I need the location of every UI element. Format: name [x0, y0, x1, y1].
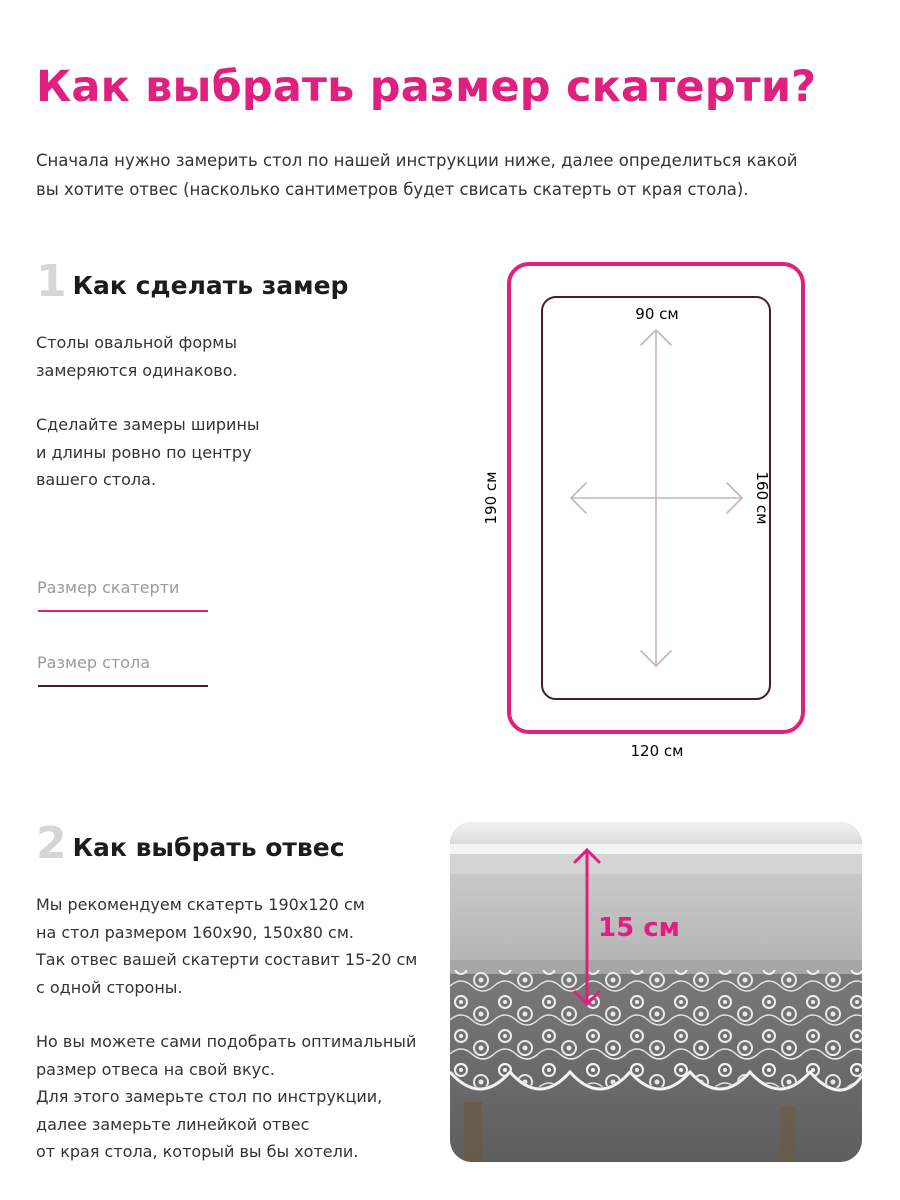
section-2-paragraph	[36, 1028, 416, 1166]
drop-length-label: 15 см	[598, 913, 680, 943]
paragraph-line: на стол размером 160х90, 150х80 см.	[36, 922, 354, 942]
section-2-heading	[36, 818, 345, 869]
paragraph-line: и длины ровно по центру	[36, 442, 252, 462]
cross-arrows	[571, 330, 742, 666]
legend-tablecloth-label: Размер скатерти	[37, 578, 180, 597]
paragraph-line: Сделайте замеры ширины	[36, 415, 260, 434]
section-2-paragraph	[36, 891, 417, 1001]
section-1-heading	[36, 256, 349, 307]
legend-tablecloth-line	[38, 610, 208, 612]
section-2-number: 2	[36, 818, 67, 869]
intro-text	[36, 146, 836, 204]
intro-line: вы хотите отвес (насколько сантиметров будет свисать скатерть от края стола).	[36, 180, 749, 199]
section-2-title: Как выбрать отвес	[72, 833, 345, 862]
lace-tablecloth-image	[450, 822, 862, 1162]
paragraph-line: с одной стороны.	[36, 977, 183, 997]
page-title: Как выбрать размер скатерти?	[36, 62, 817, 112]
tablecloth-drop-photo	[450, 822, 862, 1162]
table-width-label: 90 см	[635, 305, 679, 323]
legend-table-line	[38, 685, 208, 687]
tablecloth-length-label: 190 см	[482, 471, 500, 525]
paragraph-line: далее замерьте линейкой отвес	[36, 1114, 310, 1134]
measurement-diagram	[476, 250, 856, 770]
section-1-paragraph	[36, 411, 260, 494]
section-1-number: 1	[36, 256, 67, 307]
paragraph-line: Так отвес вашей скатерти составит 15-20 см	[36, 950, 418, 969]
section-1-paragraph	[36, 329, 238, 384]
paragraph-line: Но вы можете сами подобрать оптимальный	[36, 1032, 417, 1051]
legend-table-label: Размер стола	[37, 653, 151, 672]
paragraph-line: вашего стола.	[36, 470, 157, 489]
paragraph-line: Столы овальной формы	[36, 333, 237, 352]
paragraph-line: Мы рекомендуем скатерть 190х120 см	[36, 895, 365, 914]
table-length-label: 160 см	[753, 471, 771, 525]
tablecloth-width-label: 120 см	[630, 742, 684, 760]
paragraph-line: размер отвеса на свой вкус.	[36, 1059, 275, 1079]
paragraph-line: замеряются одинаково.	[36, 360, 238, 380]
intro-line: Сначала нужно замерить стол по нашей инструкции ниже, далее определиться какой	[36, 151, 798, 170]
paragraph-line: Для этого замерьте стол по инструкции,	[36, 1087, 383, 1106]
paragraph-line: от края стола, который вы бы хотели.	[36, 1142, 359, 1161]
section-1-title: Как сделать замер	[72, 271, 349, 300]
